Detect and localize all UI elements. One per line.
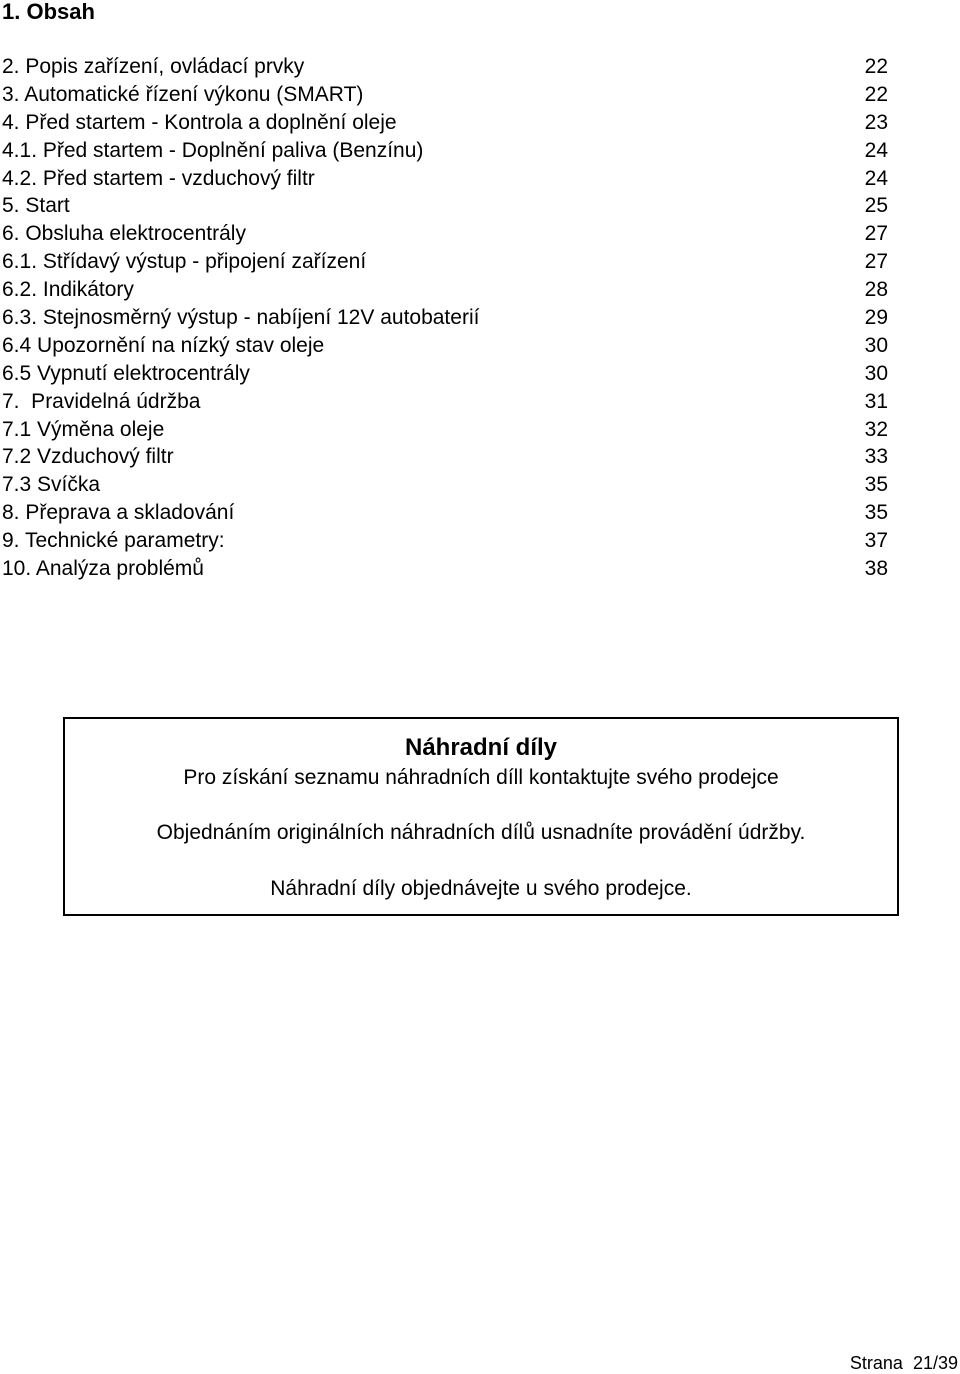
toc-item-page: 35: [864, 473, 888, 497]
toc-item-title: 7.1 Výměna oleje: [2, 417, 165, 441]
toc-item: [2, 276, 888, 304]
spare-parts-text: Náhradní díly objednávejte u svého prodejce.: [270, 877, 692, 900]
toc-item-title: 10. Analýza problémů: [2, 557, 204, 581]
toc-item-page: 38: [864, 557, 888, 581]
toc-item-page: 28: [864, 278, 888, 302]
toc-item-title: 6.3. Stejnosměrný výstup - nabíjení 12V autobaterií: [2, 306, 480, 330]
toc-item: [2, 443, 888, 471]
toc-item: [2, 109, 888, 137]
toc-item-title: 4.1. Před startem - Doplnění paliva (Benzínu): [2, 138, 424, 162]
toc-item-page: 22: [864, 55, 888, 78]
toc-item: [2, 304, 888, 332]
toc-item-title: 8. Přeprava a skladování: [2, 501, 235, 525]
toc-item-page: 25: [864, 194, 888, 218]
toc-item-page: 29: [864, 306, 888, 330]
toc-item-title: 7. Pravidelná údržba: [2, 389, 201, 413]
toc-item-page: 22: [864, 82, 888, 106]
toc-item: [2, 192, 888, 220]
toc-item-title: 6. Obsluha elektrocentrály: [2, 222, 246, 246]
toc-item-title: 2. Popis zařízení, ovládací prvky: [2, 55, 305, 78]
toc-item-page: 23: [864, 110, 888, 134]
toc-item-title: 7.2 Vzduchový filtr: [2, 445, 174, 469]
toc-item-title: 6.5 Vypnutí elektrocentrály: [2, 361, 250, 385]
toc-item-title: 6.4 Upozornění na nízký stav oleje: [2, 333, 325, 357]
toc-item-title: 4. Před startem - Kontrola a doplnění oleje: [2, 110, 397, 134]
toc-item-page: 33: [864, 445, 888, 469]
toc-item-title: 3. Automatické řízení výkonu (SMART): [2, 82, 364, 106]
toc-item-page: 30: [864, 333, 888, 357]
toc-item-page: 31: [864, 389, 888, 413]
toc-item-page: 24: [864, 166, 888, 190]
toc-item: [2, 416, 888, 444]
page-heading: 1. Obsah: [2, 0, 95, 24]
spare-parts-text: Pro získání seznamu náhradních díll kontaktujte svého prodejce: [183, 766, 779, 789]
toc-item-title: 9. Technické parametry:: [2, 529, 225, 553]
page-number: Strana 21/39: [849, 1353, 958, 1373]
toc-item: [2, 388, 888, 416]
toc-item: [2, 527, 888, 555]
toc-item: [2, 471, 888, 499]
table-of-contents: [2, 53, 888, 583]
spare-parts-box: [63, 717, 899, 916]
toc-item-page: 24: [864, 138, 888, 162]
toc-item-page: 37: [864, 529, 888, 553]
toc-item: [2, 137, 888, 165]
toc-item: [2, 555, 888, 583]
toc-item: [2, 53, 888, 81]
spare-parts-title: Náhradní díly: [404, 734, 558, 761]
toc-item-title: 6.1. Střídavý výstup - připojení zařízení: [2, 250, 367, 274]
toc-item-page: 27: [864, 222, 888, 246]
toc-item: [2, 332, 888, 360]
toc-item-page: 32: [864, 417, 888, 441]
toc-item-page: 27: [864, 250, 888, 274]
spare-parts-text: Objednáním originálních náhradních dílů usnadníte provádění údržby.: [156, 821, 806, 844]
toc-item-title: 6.2. Indikátory: [2, 278, 134, 302]
toc-item-page: 35: [864, 501, 888, 525]
toc-item-title: 7.3 Svíčka: [2, 473, 101, 497]
toc-item: [2, 165, 888, 193]
toc-item: [2, 360, 888, 388]
toc-item: [2, 220, 888, 248]
toc-item-title: 5. Start: [2, 194, 70, 218]
toc-item: [2, 499, 888, 527]
toc-item-page: 30: [864, 361, 888, 385]
toc-item-title: 4.2. Před startem - vzduchový filtr: [2, 166, 315, 190]
toc-item: [2, 81, 888, 109]
toc-item: [2, 248, 888, 276]
